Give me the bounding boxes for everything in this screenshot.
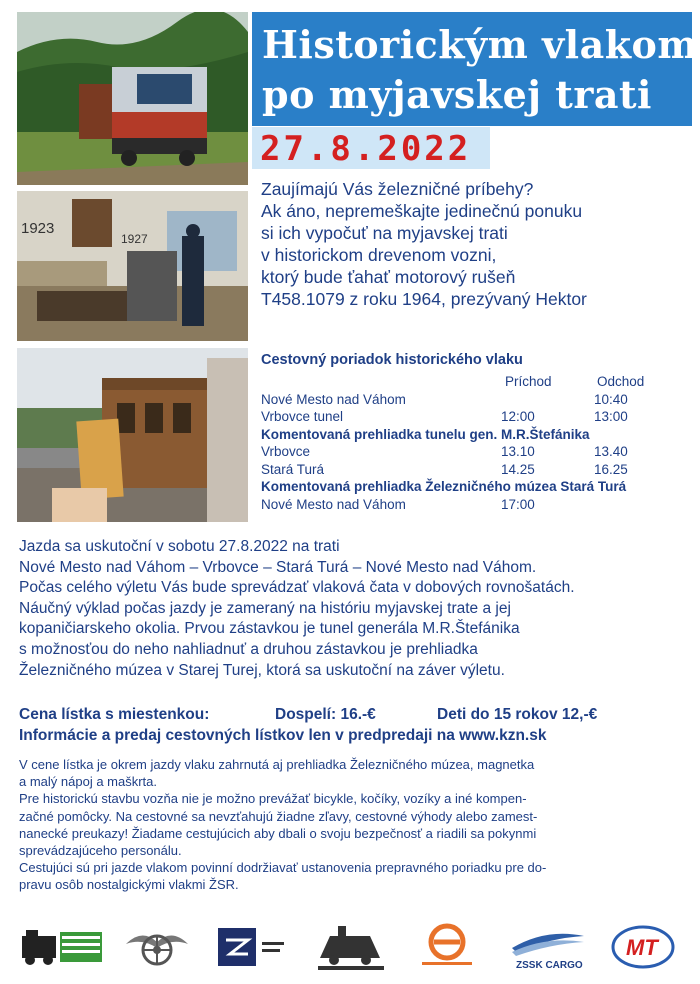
timetable-row [261, 392, 693, 410]
svg-text:1923: 1923 [21, 220, 55, 237]
station-name: Vrbovce [261, 444, 311, 459]
trip-description [19, 537, 695, 681]
price-label: Cena lístka s miestenkou: [19, 706, 210, 723]
departure-time: 13.40 [594, 444, 628, 459]
paragraph-line: s možnosťou do neho nahliadnuť a druhou zástavkou je prehliadka [19, 640, 478, 658]
intro-line: v historickom drevenom vozni, [261, 245, 497, 265]
paragraph-line: Nové Mesto nad Váhom – Vrbovce – Stará Turá – Nové Mesto nad Váhom. [19, 558, 537, 576]
paragraph-line: Železničného múzea v Starej Turej, ktorá sa uskutoční na záver výletu. [19, 661, 505, 679]
note-line: V cene lístka je okrem jazdy vlaku zahrnutá aj prehliadka Železničného múzea, magnetka [19, 757, 535, 772]
stara-tura-logo [414, 922, 480, 972]
child-price: Deti do 15 rokov 12,-€ [437, 706, 598, 723]
note-line: sprevádzajúceho personálu. [19, 843, 182, 859]
note-line: Cestujúci sú pri jazde vlakom povinní dodržiavať ustanovenia prepravného poriadku pre do- [19, 860, 547, 876]
locomotive-photo [17, 12, 248, 185]
arrival-header: Príchod [505, 374, 552, 389]
title-line-1: Historickým vlakom [262, 22, 699, 67]
note-line: nanecké preukazy! Žiadame cestujúcich aby dbali o svoju bezpečnosť a riadili sa pokynmi [19, 825, 537, 841]
station-name: Vrbovce tunel [261, 409, 344, 424]
mt-text: MT [626, 935, 658, 960]
station-name: Stará Turá [261, 461, 325, 477]
title-banner [252, 12, 699, 126]
intro-line: T458.1079 z roku 1964, prezývaný Hektor [261, 289, 587, 309]
intro-text [261, 178, 693, 310]
date-banner [252, 127, 490, 169]
departure-time: 10:40 [594, 391, 628, 407]
paragraph-line: kopaničiarskeho okolia. Prvou zástavkou je tunel generála M.R.Štefánika [19, 620, 520, 638]
note-line: Pre historickú stavbu vozňa nie je možno prevážať bicykle, kočíky, vozíky a iné kompen- [19, 791, 527, 807]
note-line: začné pomôcky. Na cestovné sa nevzťahujú žiadne zľavy, cestovné výhody alebo zamest- [19, 808, 538, 824]
timetable-note: Komentovaná prehliadka tunelu gen. M.R.Štefánika [261, 426, 590, 442]
intro-line: Ak áno, nepremeškajte jedinečnú ponuku [261, 201, 583, 221]
svg-text:1927: 1927 [121, 232, 148, 246]
timetable-header [261, 374, 693, 392]
notes [19, 756, 695, 894]
note-line: pravu osôb nostalgickými vlakmi ŽSR. [19, 877, 239, 893]
departure-time: 16.25 [594, 461, 628, 477]
station-name: Nové Mesto nad Váhom [261, 391, 406, 407]
ticket-info [19, 727, 695, 748]
note-line: a malý nápoj a maškrta. [19, 774, 158, 790]
paragraph-line: Počas celého výletu Vás bude sprevádzať vlaková čata v dobových rovnošatách. [19, 579, 575, 597]
timetable-row [261, 462, 693, 480]
departure-time: 13:00 [594, 409, 628, 424]
timetable-row [261, 444, 693, 462]
wooden-carriage-photo [17, 348, 248, 522]
departure-header: Odchod [597, 374, 645, 389]
intro-line: ktorý bude ťahať motorový rušeň [261, 267, 516, 287]
intro-line: si ich vypočuť na myjavskej trati [261, 223, 508, 243]
mt-logo [610, 922, 676, 972]
railway-museum-logo [310, 922, 392, 972]
arrival-time: 14.25 [501, 461, 535, 477]
club-locomotive-logo [22, 922, 104, 972]
museum-interior-photo [17, 191, 248, 341]
ticket-info-text: Informácie a predaj cestovných lístkov len v predpredaji na www.kzn.sk [19, 727, 547, 744]
timetable [261, 352, 693, 514]
timetable-note: Komentovaná prehliadka Železničného múzea Stará Turá [261, 479, 627, 494]
timetable-title: Cestovný poriadok historického vlaku [261, 352, 523, 368]
price-row [19, 706, 695, 727]
arrival-time: 13.10 [501, 444, 535, 459]
winged-wheel-logo [122, 922, 192, 972]
intro-line: Zaujímajú Vás železničné príbehy? [261, 179, 534, 199]
timetable-row [261, 409, 693, 427]
zssk-cargo-logo [506, 922, 588, 972]
price-info [19, 706, 695, 748]
arrival-time: 17:00 [501, 496, 535, 512]
adult-price: Dospelí: 16.-€ [275, 706, 376, 723]
zsr-logo [218, 922, 288, 972]
timetable-row [261, 497, 693, 515]
paragraph-line: Jazda sa uskutoční v sobotu 27.8.2022 na trati [19, 538, 340, 555]
arrival-time: 12:00 [501, 409, 535, 424]
zssk-cargo-text: ZSSK CARGO [516, 960, 583, 971]
paragraph-line: Náučný výklad počas jazdy je zameraný na históriu myjavskej trate a jej [19, 599, 511, 617]
event-date: 27.8.2022 [260, 129, 472, 169]
title-line-2: po myjavskej trati [262, 72, 652, 117]
station-name: Nové Mesto nad Váhom [261, 496, 406, 512]
